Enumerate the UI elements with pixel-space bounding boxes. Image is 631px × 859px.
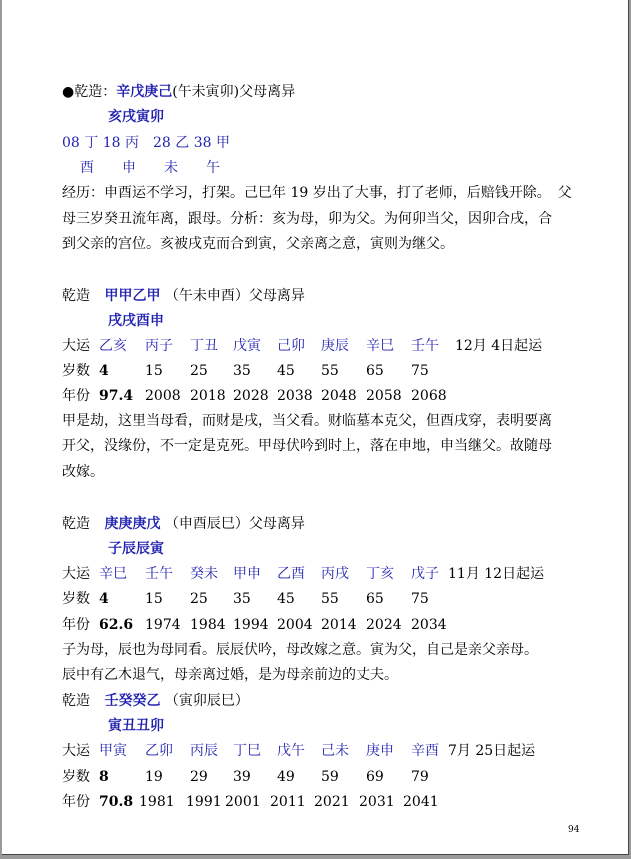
year-cell: 2038 (277, 388, 313, 404)
case3-header (62, 515, 305, 533)
year-cell: 2034 (411, 617, 447, 633)
case4-branches: 寅丑丑卯 (108, 718, 164, 734)
case4-stems: 壬癸癸乙 (104, 693, 161, 709)
year-cell: 97.4 (99, 388, 134, 404)
case2-dayun-row (62, 337, 582, 355)
dayun-cell: 辛巳 (366, 338, 394, 354)
qiyun-text: 7月 25日起运 (448, 743, 536, 759)
year-cell: 2018 (190, 388, 226, 404)
year-cell: 1991 (186, 794, 222, 810)
dayun-cell: 丙戌 (321, 566, 349, 582)
age-label: 岁数 (62, 769, 90, 785)
year-cell: 2001 (225, 794, 261, 810)
age-label: 岁数 (62, 363, 90, 379)
dayun-cell: 己未 (321, 743, 349, 759)
dayun-cell: 乙亥 (99, 338, 127, 354)
dayun-cell: 庚辰 (321, 338, 349, 354)
dayun-cell: 甲寅 (99, 743, 127, 759)
case4-year-row (62, 793, 582, 811)
age-cell: 55 (321, 591, 339, 607)
case4-age-row (62, 768, 582, 786)
dayun-cell: 庚申 (366, 743, 394, 759)
year-cell: 1994 (233, 617, 269, 633)
case2-header (62, 287, 305, 305)
dayun-cell: 辛酉 (411, 743, 439, 759)
qiyun-text: 11月 12日起运 (448, 566, 545, 582)
case1-note: (午未寅卯)父母离异 (172, 84, 296, 100)
year-cell: 1974 (145, 617, 181, 633)
page-number: 94 (568, 825, 580, 835)
case2-text-line: 甲是劫，这里当母看，而财是戌，当父看。财临墓本克父，但酉戌穿，表明要离 (62, 413, 552, 429)
age-cell: 45 (277, 363, 295, 379)
year-cell: 1984 (190, 617, 226, 633)
document-page (2, 0, 629, 855)
dayun-cell: 己卯 (277, 338, 305, 354)
dayun-cell: 丙子 (145, 338, 173, 354)
year-cell: 1981 (139, 794, 175, 810)
dayun-cell: 丁巳 (233, 743, 261, 759)
year-label: 年份 (62, 388, 90, 404)
case3-text-line: 子为母，辰也为母同看。辰辰伏吟，母改嫁之意。寅为父，自己是亲父亲母。 (62, 642, 538, 658)
year-cell: 2008 (145, 388, 181, 404)
case3-age-row (62, 590, 582, 608)
year-cell: 2021 (314, 794, 350, 810)
case1-text-line: 到父亲的宫位。亥被戌克而合到寅，父亲离之意，寅则为继父。 (62, 236, 454, 252)
dayun-label: 大运 (62, 338, 90, 354)
age-cell: 65 (366, 363, 384, 379)
case1-text-line: 母三岁癸丑流年离，跟母。分析：亥为母，卯为父。为何卯当父，因卯合戌，合 (62, 211, 552, 227)
case3-text-line: 辰中有乙木退气，母亲离过婚，是为母亲前边的丈夫。 (62, 667, 398, 683)
case2-label: 乾造 (62, 288, 90, 304)
case2-year-row (62, 387, 582, 405)
year-cell: 62.6 (99, 617, 134, 633)
year-cell: 2028 (233, 388, 269, 404)
case1-label: 乾造： (74, 84, 117, 100)
case4-header (62, 692, 249, 710)
case1-text-line: 经历：申酉运不学习，打架。己巳年 19 岁出了大事，打了老师，后赔钱开除。 父 (62, 185, 572, 201)
case1-header (62, 83, 295, 101)
dayun-label: 大运 (62, 566, 90, 582)
dayun-cell: 戊子 (411, 566, 439, 582)
case3-dayun-row (62, 565, 582, 583)
year-cell: 70.8 (99, 794, 134, 810)
year-cell: 2014 (321, 617, 357, 633)
dayun-cell: 壬午 (145, 566, 173, 582)
age-cell: 4 (99, 591, 109, 607)
case2-text-line: 改嫁。 (62, 464, 104, 480)
case2-stems: 甲甲乙甲 (104, 288, 161, 304)
year-cell: 2011 (270, 794, 306, 810)
case3-year-row (62, 616, 582, 634)
case3-branches: 子辰辰寅 (108, 541, 164, 557)
case1-branches: 亥戌寅卯 (108, 109, 164, 125)
age-cell: 39 (233, 769, 251, 785)
dayun-cell: 丁亥 (366, 566, 394, 582)
age-cell: 65 (366, 591, 384, 607)
case1-dayun-branch-line: 酉 申 未 午 (80, 160, 220, 176)
age-cell: 69 (366, 769, 384, 785)
case4-note: （寅卯辰巳） (164, 693, 249, 709)
age-cell: 75 (411, 591, 429, 607)
case1-stems: 辛戊庚己 (116, 84, 173, 100)
dayun-cell: 癸未 (190, 566, 218, 582)
case3-stems: 庚庚庚戊 (104, 516, 161, 532)
qiyun-text: 12月 4日起运 (455, 338, 543, 354)
dayun-cell: 丁丑 (190, 338, 218, 354)
case2-text-line: 开父，没缘份，不一定是克死。甲母伏吟到时上，落在申地，申当继父。故随母 (62, 438, 552, 454)
age-cell: 29 (190, 769, 208, 785)
case2-note: （午未申酉）父母离异 (164, 288, 305, 304)
year-label: 年份 (62, 617, 90, 633)
case4-dayun-row (62, 742, 582, 760)
age-cell: 75 (411, 363, 429, 379)
year-cell: 2048 (321, 388, 357, 404)
age-cell: 49 (277, 769, 295, 785)
year-label: 年份 (62, 794, 90, 810)
age-cell: 15 (145, 363, 163, 379)
age-cell: 8 (99, 769, 109, 785)
year-cell: 2031 (359, 794, 395, 810)
year-cell: 2004 (277, 617, 313, 633)
dayun-cell: 乙酉 (277, 566, 305, 582)
dayun-cell: 甲申 (233, 566, 261, 582)
age-cell: 79 (411, 769, 429, 785)
case2-branches: 戌戌酉申 (108, 313, 164, 329)
age-cell: 15 (145, 591, 163, 607)
age-cell: 35 (233, 591, 251, 607)
age-cell: 55 (321, 363, 339, 379)
bullet-icon: ● (62, 84, 75, 100)
year-cell: 2068 (411, 388, 447, 404)
year-cell: 2058 (366, 388, 402, 404)
dayun-label: 大运 (62, 743, 90, 759)
dayun-cell: 丙辰 (190, 743, 218, 759)
dayun-cell: 辛巳 (99, 566, 127, 582)
year-cell: 2041 (403, 794, 439, 810)
age-cell: 4 (99, 363, 109, 379)
age-cell: 35 (233, 363, 251, 379)
age-cell: 45 (277, 591, 295, 607)
year-cell: 2024 (366, 617, 402, 633)
case3-note: （申酉辰巳）父母离异 (164, 516, 305, 532)
dayun-cell: 戊午 (277, 743, 305, 759)
case4-label: 乾造 (62, 693, 90, 709)
age-cell: 25 (190, 591, 208, 607)
age-cell: 25 (190, 363, 208, 379)
age-cell: 59 (321, 769, 339, 785)
dayun-cell: 乙卯 (145, 743, 173, 759)
case2-age-row (62, 362, 582, 380)
dayun-cell: 壬午 (411, 338, 439, 354)
case1-dayun-line: 08 丁 18 丙 28 乙 38 甲 (62, 135, 230, 151)
dayun-cell: 戊寅 (233, 338, 261, 354)
case3-label: 乾造 (62, 516, 90, 532)
age-cell: 19 (145, 769, 163, 785)
age-label: 岁数 (62, 591, 90, 607)
